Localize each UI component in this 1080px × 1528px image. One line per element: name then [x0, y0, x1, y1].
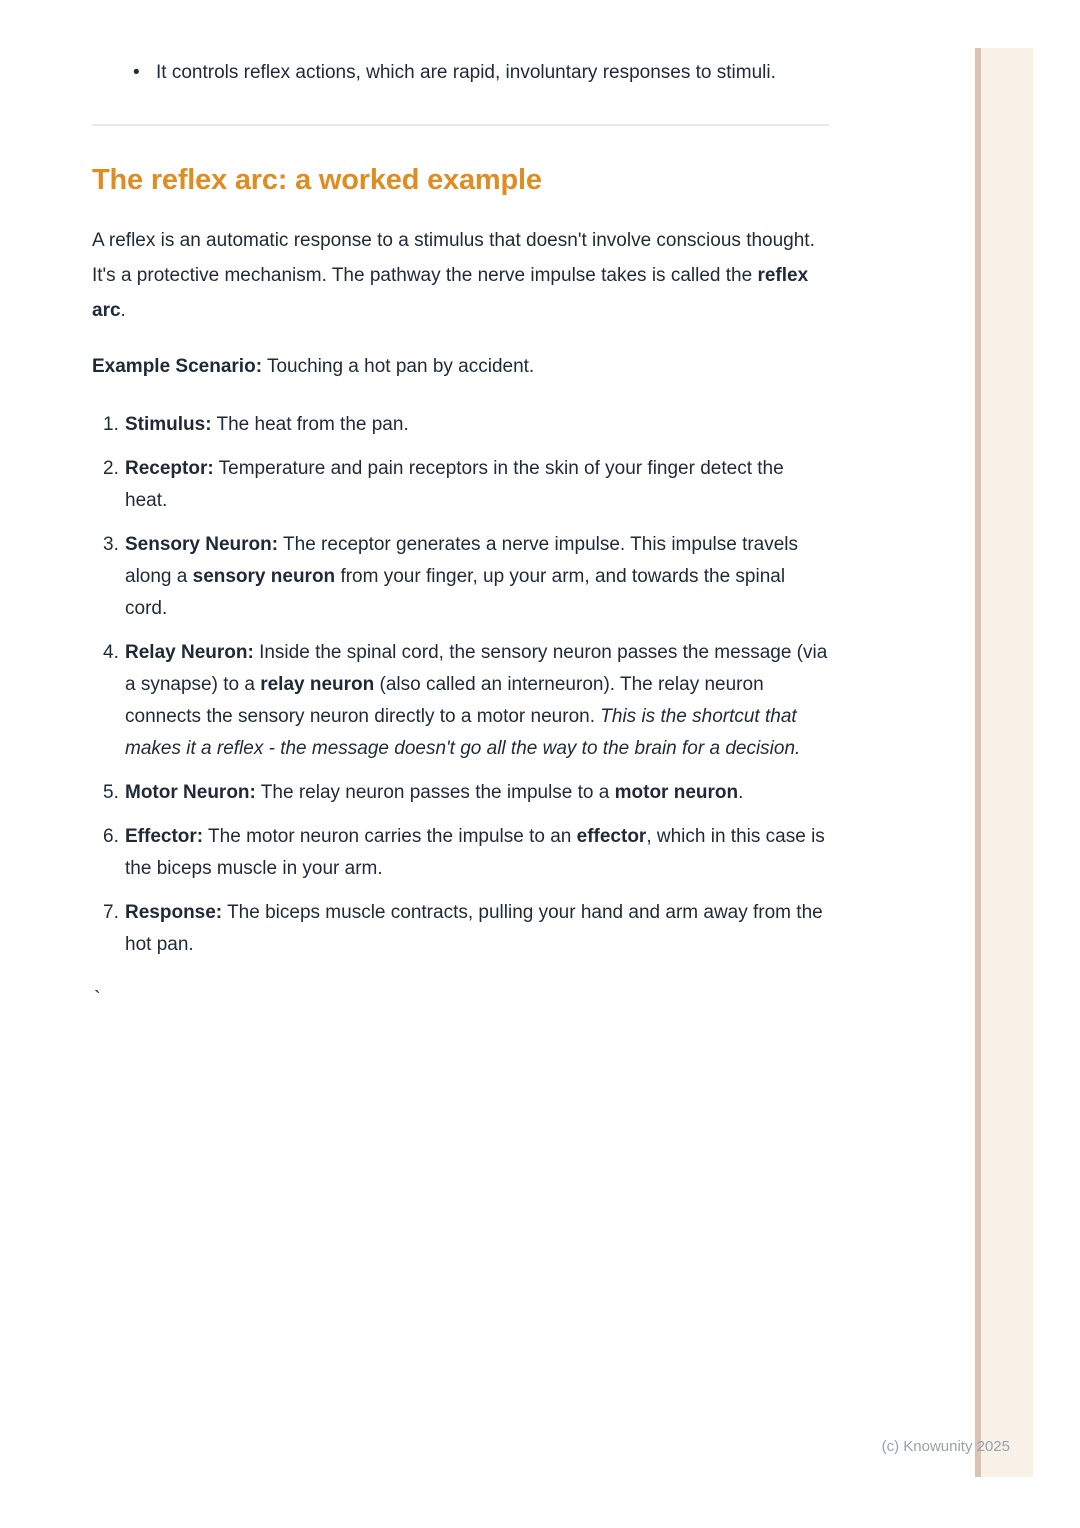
intro-text: A reflex is an automatic response to a stimulus that doesn't involve conscious thought. It's a protective mechanism. The pathway the nerve impulse takes is called the [92, 230, 815, 286]
step-text: The receptor generates a nerve impulse. This impulse travels along a [125, 534, 799, 587]
step-item-motor-neuron [92, 777, 829, 809]
step-text: Inside the spinal cord, the sensory neuron passes the message (via a synapse) to a [125, 642, 828, 695]
step-label: Motor Neuron: [125, 782, 256, 803]
step-number: 3. [103, 534, 119, 555]
intro-paragraph [92, 223, 829, 328]
intro-bold-term: reflex arc [92, 265, 809, 321]
step-body [125, 453, 829, 517]
step-item-sensory-neuron [92, 529, 829, 625]
step-text-end: , which in this case is the biceps muscle in your arm. [125, 826, 825, 879]
step-text: Temperature and pain receptors in the skin of your finger detect the heat. [125, 458, 784, 511]
step-label: Sensory Neuron: [125, 534, 279, 555]
side-strip-panel [981, 48, 1033, 1477]
step-item-receptor [92, 453, 829, 517]
steps-list [92, 409, 829, 961]
step-text: The heat from the pan. [211, 414, 409, 435]
bullet-item [92, 57, 829, 89]
step-body [125, 529, 829, 625]
page-content [92, 0, 829, 1015]
scenario-text: Touching a hot pan by accident. [262, 356, 535, 377]
section-heading: The reflex arc: a worked example [92, 164, 542, 196]
bullet-text: It controls reflex actions, which are rapid, involuntary responses to stimuli. [156, 62, 776, 83]
section-divider [92, 124, 829, 126]
step-body [125, 409, 829, 441]
step-item-response [92, 897, 829, 961]
step-number: 7. [103, 902, 119, 923]
step-italic-note: This is the shortcut that makes it a reflex - the message doesn't go all the way to the brain for a decision. [125, 706, 801, 759]
intro-text-end: . [120, 300, 126, 321]
step-text-end: from your finger, up your arm, and towards the spinal cord. [125, 566, 786, 619]
step-number: 1. [103, 414, 119, 435]
step-number: 4. [103, 642, 119, 663]
step-number: 2. [103, 458, 119, 479]
step-bold-term: effector [576, 826, 647, 847]
step-text-end: . [738, 782, 744, 803]
step-label: Receptor: [125, 458, 214, 479]
step-item-stimulus [92, 409, 829, 441]
step-body [125, 777, 829, 809]
step-text: The motor neuron carries the impulse to an [203, 826, 577, 847]
scenario-label: Example Scenario: [92, 356, 263, 377]
step-label: Effector: [125, 826, 204, 847]
stray-backtick: ` [94, 988, 101, 1010]
step-item-effector [92, 821, 829, 885]
step-number: 5. [103, 782, 119, 803]
scenario-paragraph [92, 350, 829, 383]
step-label: Relay Neuron: [125, 642, 254, 663]
step-bold-term: motor neuron [614, 782, 739, 803]
step-bold-term: sensory neuron [192, 566, 336, 587]
step-body [125, 821, 829, 885]
step-label: Stimulus: [125, 414, 212, 435]
step-label: Response: [125, 902, 223, 923]
step-body [125, 637, 829, 765]
copyright-text: (c) Knowunity 2025 [881, 1438, 1010, 1455]
step-body [125, 897, 829, 961]
step-text: The relay neuron passes the impulse to a [255, 782, 615, 803]
step-number: 6. [103, 826, 119, 847]
step-item-relay-neuron [92, 637, 829, 765]
step-text: The biceps muscle contracts, pulling your hand and arm away from the hot pan. [125, 902, 823, 955]
step-bold-term: relay neuron [260, 674, 375, 695]
step-text-mid: (also called an interneuron). The relay neuron connects the sensory neuron directly to a motor neuron. [125, 674, 764, 727]
bullet-marker: • [133, 62, 140, 83]
